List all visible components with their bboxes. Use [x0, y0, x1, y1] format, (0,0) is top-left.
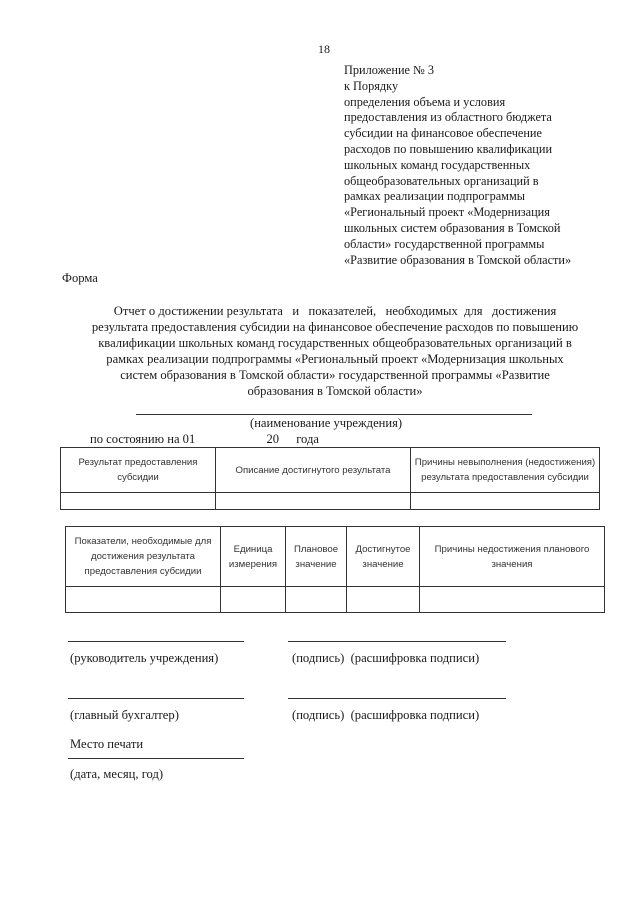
- indicators-table-header: Единица измерения: [221, 527, 286, 587]
- indicators-table-cell[interactable]: [347, 587, 420, 613]
- date-caption: (дата, месяц, год): [70, 767, 164, 781]
- result-table-cell[interactable]: [216, 493, 411, 510]
- indicators-table-cell[interactable]: [286, 587, 347, 613]
- seal-place: Место печати: [70, 737, 144, 751]
- as-of-year-blank[interactable]: [279, 432, 293, 448]
- indicators-table-cell[interactable]: [420, 587, 605, 613]
- page-number: 18: [318, 42, 330, 56]
- appendix-line: расходов по повышению квалификации: [344, 141, 553, 156]
- indicators-table-header: Плановое значение: [286, 527, 347, 587]
- indicators-table-cell[interactable]: [66, 587, 221, 613]
- appendix-line: области» государственной программы: [344, 236, 545, 251]
- appendix-line: субсидии на финансовое обеспечение: [344, 126, 542, 141]
- appendix-line: «Региональный проект «Модернизация: [344, 205, 550, 220]
- accountant-signature-line[interactable]: [288, 698, 506, 699]
- appendix-line: общеобразовательных организаций в: [344, 173, 539, 188]
- appendix-line: «Развитие образования в Томской области»: [344, 252, 572, 267]
- institution-caption: (наименование учреждения): [250, 416, 403, 430]
- as-of-date: [90, 432, 319, 448]
- result-table-header: Описание достигнутого результата: [216, 448, 411, 493]
- date-line[interactable]: [68, 758, 244, 759]
- indicators-table-header: Достигнутое значение: [347, 527, 420, 587]
- result-table-cell[interactable]: [411, 493, 600, 510]
- as-of-day-month-blank[interactable]: [195, 432, 263, 448]
- head-signature-caption: (подпись) (расшифровка подписи): [292, 651, 480, 665]
- indicators-table: [65, 526, 605, 613]
- report-title-line: систем образования в Томской области» государственной программы «Развитие: [120, 368, 550, 382]
- result-table: [60, 447, 600, 510]
- report-title-line: рамках реализации подпрограммы «Региональный проект «Модернизация школьных: [106, 352, 564, 366]
- institution-name-line[interactable]: [136, 414, 532, 415]
- accountant-signature-caption: (подпись) (расшифровка подписи): [292, 708, 480, 722]
- appendix-line: школьных команд государственных: [344, 157, 531, 172]
- indicators-table-cell[interactable]: [221, 587, 286, 613]
- accountant-caption: (главный бухгалтер): [70, 708, 179, 722]
- as-of-suffix: года: [296, 432, 319, 446]
- appendix-line: определения объема и условия: [344, 94, 506, 109]
- result-table-header: Причины невыполнения (недостижения) результата предоставления субсидии: [411, 448, 600, 493]
- head-caption: (руководитель учреждения): [70, 651, 219, 665]
- report-title-line: результата предоставления субсидии на финансовое обеспечение расходов по повышению: [91, 320, 579, 334]
- report-title-line: Отчет о достижении результата и показателей, необходимых для достижения: [113, 304, 557, 318]
- appendix-line: предоставления из областного бюджета: [344, 110, 552, 125]
- indicators-table-header: Причины недостижения планового значения: [420, 527, 605, 587]
- report-title-line: квалификации школьных команд государственных общеобразовательных организаций в: [98, 336, 572, 350]
- report-title-line: образования в Томской области»: [247, 384, 423, 398]
- accountant-name-line[interactable]: [68, 698, 244, 699]
- appendix-line: Приложение № 3: [344, 63, 435, 77]
- as-of-prefix: по состоянию на 01: [90, 432, 196, 446]
- as-of-year-prefix: 20: [266, 432, 280, 446]
- result-table-header: Результат предоставления субсидии: [61, 448, 216, 493]
- indicators-table-header: Показатели, необходимые для достижения результата предоставления субсидии: [66, 527, 221, 587]
- result-table-cell[interactable]: [61, 493, 216, 510]
- appendix-header: [344, 63, 614, 268]
- report-title: [60, 303, 610, 399]
- form-label: Форма: [62, 271, 98, 285]
- head-signature-line[interactable]: [288, 641, 506, 642]
- appendix-line: школьных систем образования в Томской: [344, 220, 561, 235]
- appendix-line: к Порядку: [344, 78, 399, 93]
- appendix-line: рамках реализации подпрограммы: [344, 189, 526, 204]
- head-name-line[interactable]: [68, 641, 244, 642]
